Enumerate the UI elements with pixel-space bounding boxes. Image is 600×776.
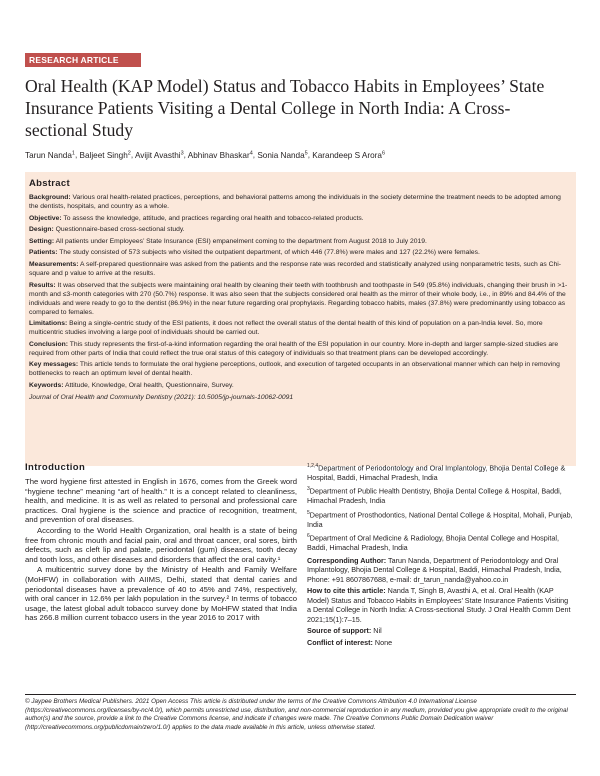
corresponding-author: Corresponding Author: Tarun Nanda, Department of Periodontology and Oral Implantology, Bhojia Dental College & Hospital, Baddi, Himachal Pradesh, India, Phone: +91 8607867688, e-mail: dr_tarun_nanda@yahoo.co.in <box>307 555 562 584</box>
footer-divider <box>25 694 576 695</box>
conflict-of-interest: Conflict of interest: None <box>307 637 393 647</box>
journal-citation-line: Journal of Oral Health and Community Dentistry (2021): 10.5005/jp-journals-10062-0091 <box>29 393 294 401</box>
abstract-background: Background: Various oral health-related practices, perceptions, and behavioral patterns among the individuals in the society determine the treatment needs to be adopted among the dentists, hospitals, and country as a whole. <box>29 194 561 210</box>
intro-paragraph: According to the World Health Organization, oral health is a state of being free from chronic mouth and facial pain, oral and throat cancer, oral sores, birth defects, such as cleft lip and palate, periodontal (gum) diseases, tooth decay and tooth loss, and other diseases and disorders that affect the oral cavity.¹ <box>25 525 297 564</box>
license-footer: © Jaypee Brothers Medical Publishers. 2021 Open Access This article is distributed under the terms of the Creative Commons Attribution 4.0 International License (https://creativecommons.org/licenses/by-nc/4.0/), which permits unrestricted use, distribution, and non-commercial reproduction in any medium, provided you give appropriate credit to the original author(s) and the source, provide a link to the Creative Commons license, and indicate if changes were made. The Creative Commons Public Domain Dedication waiver (http://creativecommons.org/publicdomain/zero/1.0/) applies to the data made available in this article, unless otherwise stated. <box>25 698 568 731</box>
affiliation: $^5$Department of Prosthodontics, National Dental College & Hospital, Mohali, Punjab, India <box>307 509 573 529</box>
author: Karandeep S Arora$^6$ <box>312 150 385 160</box>
abstract-design: Design: Questionnaire-based cross-sectional study. <box>29 226 185 234</box>
author: Avijit Avasthi$^3$ <box>134 150 184 160</box>
abstract-heading: Abstract <box>29 178 70 189</box>
left-column <box>25 462 297 623</box>
abstract-limitations: Limitations: Being a single-centric study of the ESI patients, it does not reflect the overall status of the dental health of this kind of population on a pan-India level. So, more multicentric studies involving a large pool of individuals should be carried out. <box>29 320 543 337</box>
intro-paragraph: A multicentric survey done by the Ministry of Health and Family Welfare (MoHFW) in collaboration with AIIMS, Delhi, stated that dental caries and periodontal diseases have a prevalence of 40 to 45% and 74%, respectively, with oral cancer in 12.6% per lakh population in the survey.² In terms of tobacco usage, the latest global adult tobacco survey done by MoHFW stated that India has 266.8 million current tobacco users in the year 2016 to 2017 with <box>25 565 297 623</box>
abstract-patients: Patients: The study consisted of 573 subjects who visited the outpatient department, of which 446 (77.8%) were males and 127 (22.2%) were females. <box>29 249 480 257</box>
abstract-keywords: Keywords: Attitude, Knowledge, Oral health, Questionnaire, Survey. <box>29 381 234 389</box>
source-of-support: Source of support: Nil <box>307 626 382 636</box>
abstract-objective: Objective: To assess the knowledge, attitude, and practices regarding oral health and tobacco-related products. <box>29 214 364 222</box>
article-title: Oral Health (KAP Model) Status and Tobacco Habits in Employees’ State Insurance Patients Visiting a Dental College in North India: A Cross-sectional Study <box>25 76 545 140</box>
author: Baljeet Singh$^2$ <box>79 150 131 160</box>
author: Sonia Nanda$^5$ <box>257 150 308 160</box>
article-type-banner: RESEARCH ARTICLE <box>25 53 141 67</box>
affiliation: $^3$Department of Public Health Dentistry, Bhojia Dental College & Hospital, Baddi, Himachal Pradesh, India <box>307 486 562 506</box>
how-to-cite: How to cite this article: Nanda T, Singh B, Avasthi A, et al. Oral Health (KAP Model) Status and Tobacco Habits in Employees’ State Insurance Patients Visiting a Dental College in North India: A Cross-sectional Study. J Oral Health Comm Dent 2021;15(1):7–15. <box>307 586 571 624</box>
affiliation: $^{1,2,4}$Department of Periodontology and Oral Implantology, Bhojia Dental College & Hospital, Baddi, Himachal Pradesh, India <box>307 463 566 482</box>
abstract-key-messages: Key messages: This article tends to formulate the oral hygiene perceptions, outlook, and execution of targeted occupants in an observational manner which can help in removing bottlenecks to reach an optimum level of dental health. <box>29 361 560 378</box>
abstract-conclusion: Conclusion: This study represents the first-of-a-kind information regarding the oral health of the ESI population in our country. More in-depth and larger sample-sized studies are required from other parts of India that could reflect the true oral status of this category of individuals so that treatment plans can be developed accordingly. <box>29 340 559 357</box>
affiliation: $^6$Department of Oral Medicine & Radiology, Bhojia Dental College and Hospital, Baddi, Himachal Pradesh, India <box>307 533 559 553</box>
intro-paragraph: The word hygiene first attested in English in 1676, comes from the Greek word “hygiene techne” meaning “art of health.” It is a concept related to cleanliness, health, and medicine. It is as well as related to personal and professional care practices. Oral hygiene is the science and practice of recognition, treatment, and prevention of oral diseases. <box>25 477 297 525</box>
author: Tarun Nanda$^1$ <box>25 150 75 160</box>
author: Abhinav Bhaskar$^4$ <box>187 150 253 160</box>
abstract-setting: Setting: All patients under Employees’ State Insurance (ESI) empanelment coming to the department from August 2018 to July 2019. <box>29 237 427 245</box>
right-column <box>307 462 573 649</box>
abstract-box <box>25 172 576 466</box>
abstract-measurements: Measurements: A self-prepared questionnaire was asked from the patients and the response rate was recorded and statistically analyzed using nonparametric tests, such as Chi-square and p value to arrive at the results. <box>29 260 562 277</box>
author-list: Tarun Nanda$^1$, Baljeet Singh$^2$, Avijit Avasthi$^3$, Abhinav Bhaskar$^4$, Sonia Nanda$^5$, Karandeep S Arora$^6$ <box>25 150 385 160</box>
abstract-results: Results: It was observed that the subjects were maintaining oral health by cleaning their teeth with toothbrush and toothpaste in 549 (95.8%) individuals, changing their brush in >1-month and ≤3-month categories with 270 (50.7%) response. It was also seen that the subjects considered oral health as the mirror of their whole body, i.e., in 89% and 84.4% of the individuals and were ready to go to the dentist (86.9%) in the near future regarding oral prophylaxis. Regarding tobacco habits, males (37.8%) were predominantly using tobacco as compared to females. <box>29 281 568 316</box>
introduction-heading: Introduction <box>25 462 86 473</box>
